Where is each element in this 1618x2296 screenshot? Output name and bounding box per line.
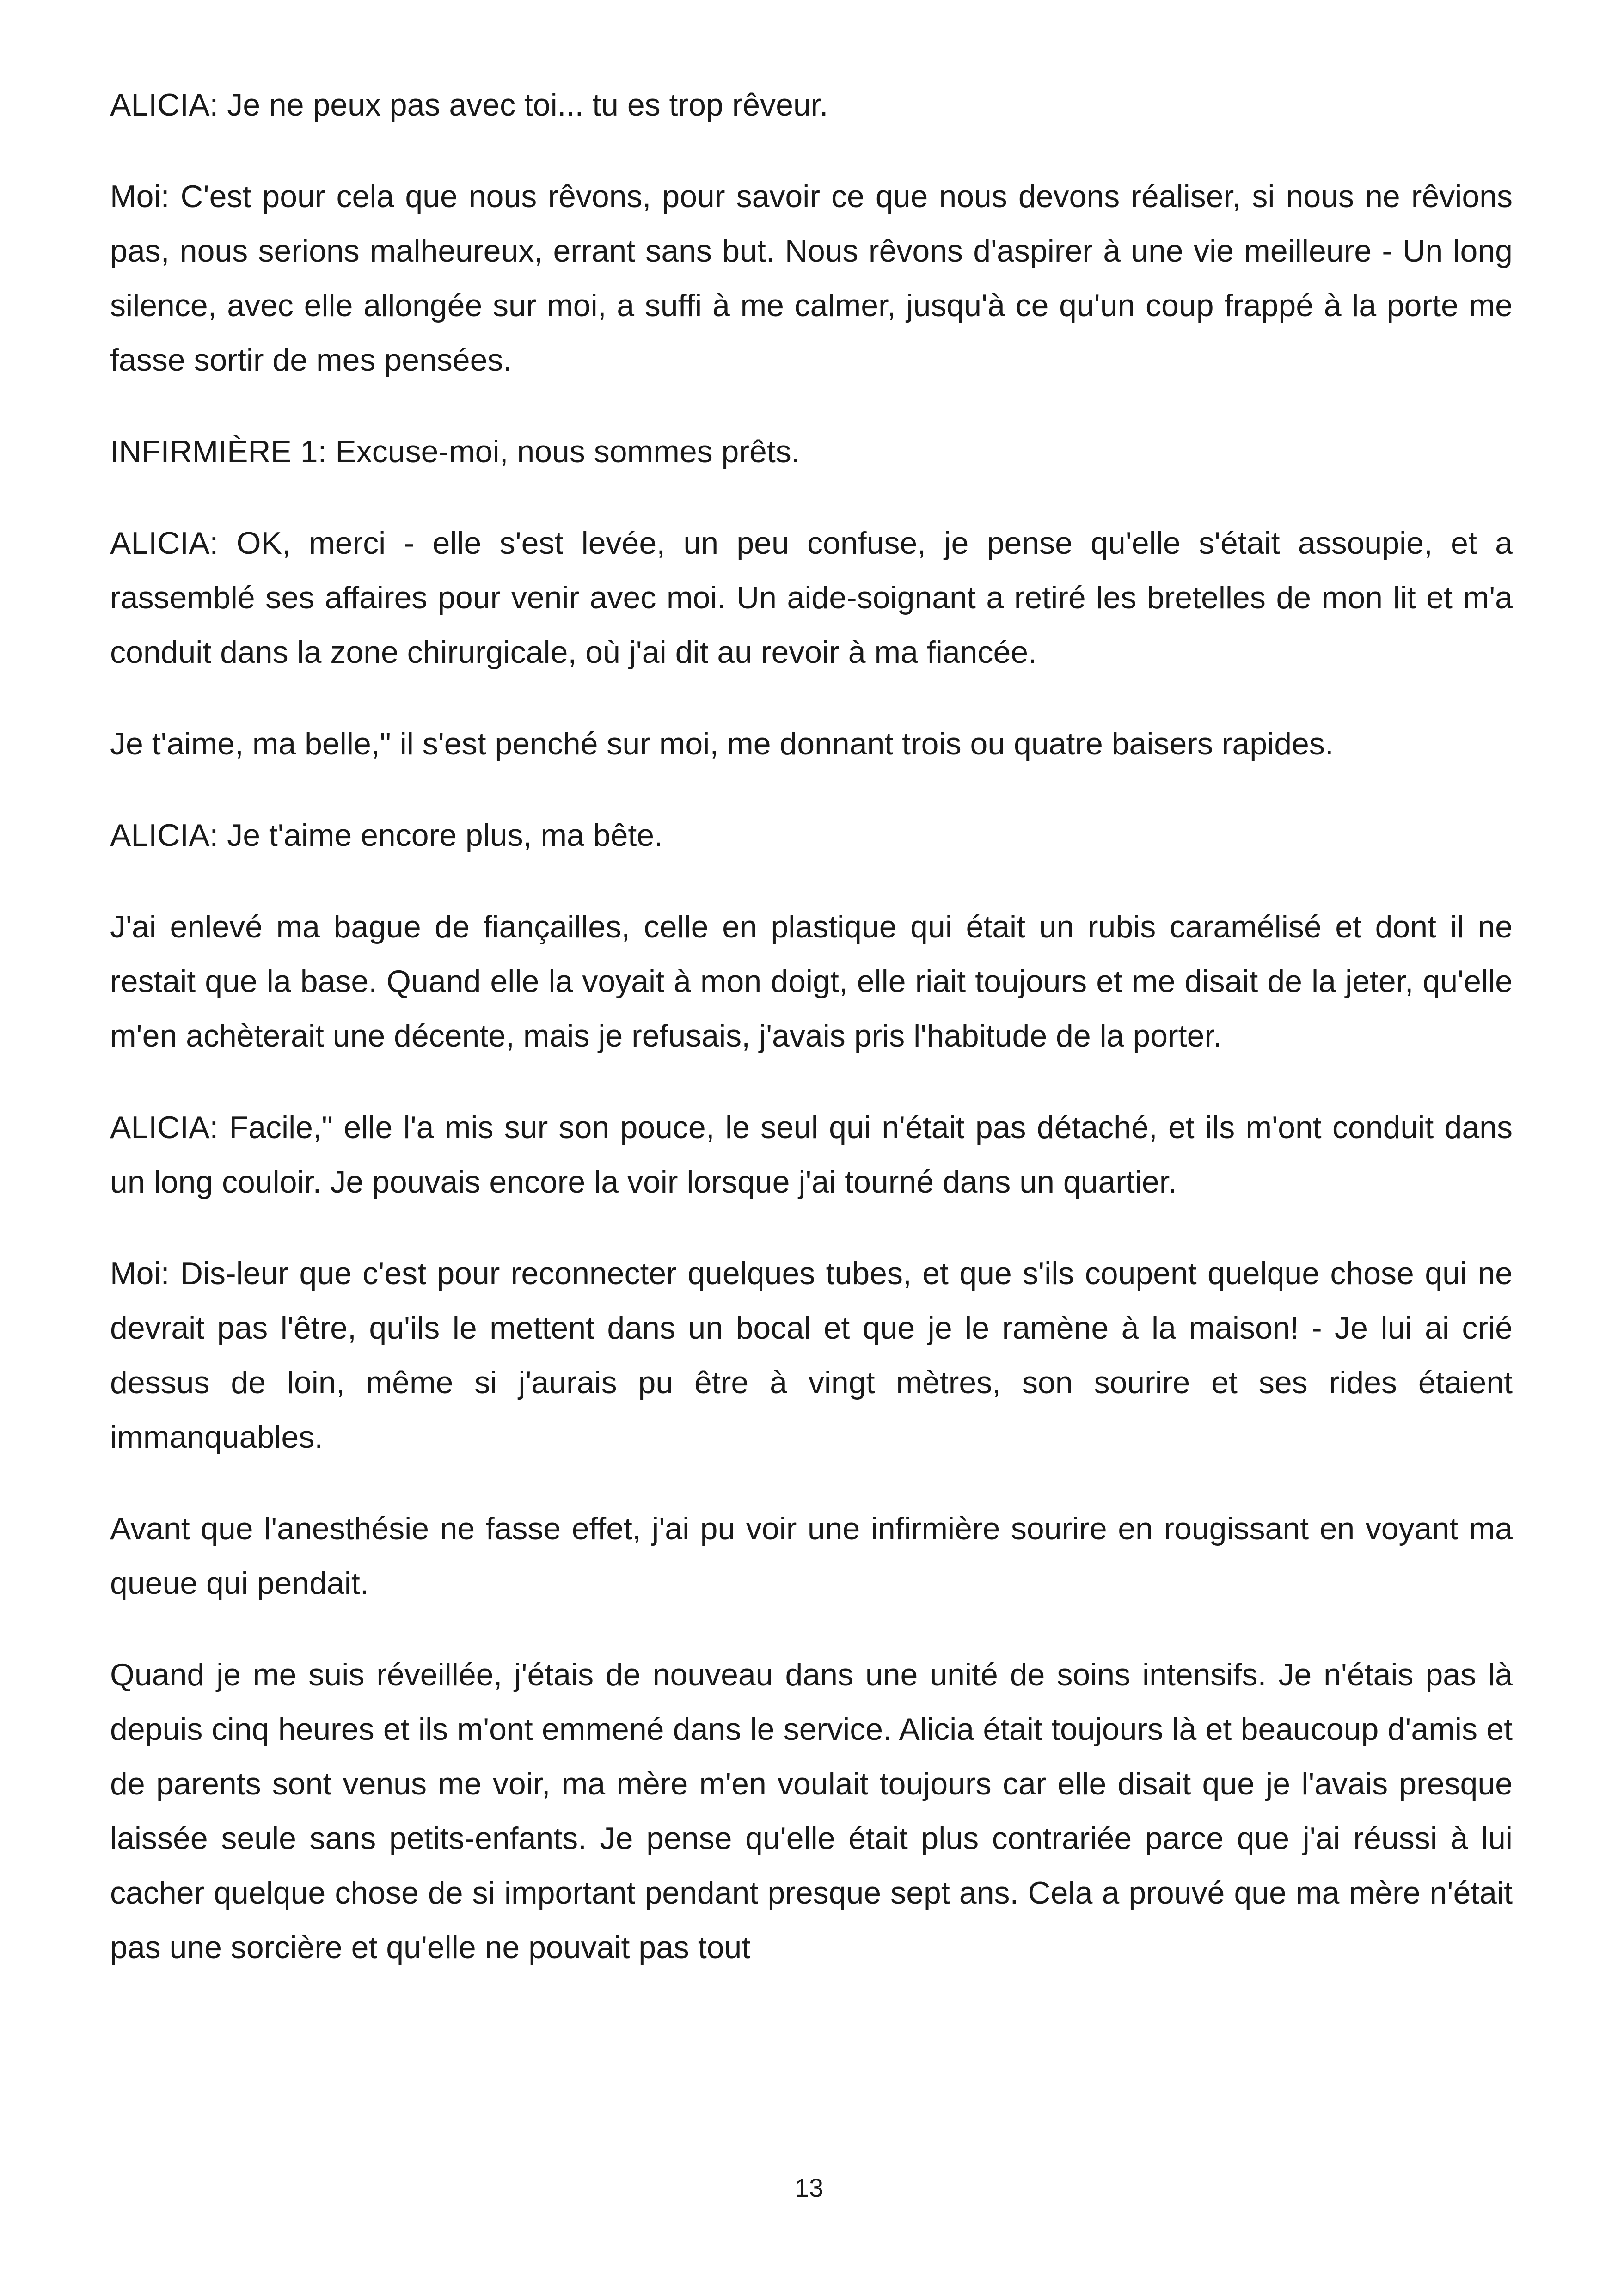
paragraph-2: Moi: C'est pour cela que nous rêvons, pour savoir ce que nous devons réaliser, si nous ne rêvions pas, nous serions malheureux, errant sans but. Nous rêvons d'aspirer à une vie meilleure - Un long silence, avec elle allongée sur moi, a suffi à me calmer, jusqu'à ce qu'un coup frappé à la porte me fasse sortir de mes pensées. — [110, 179, 1513, 378]
text-body — [110, 78, 1513, 2012]
paragraph-3: INFIRMIÈRE 1: Excuse-moi, nous sommes prêts. — [110, 434, 800, 469]
paragraph-6: ALICIA: Je t'aime encore plus, ma bête. — [110, 818, 663, 853]
paragraph-10: Avant que l'anesthésie ne fasse effet, j'ai pu voir une infirmière sourire en rougissant en voyant ma queue qui pendait. — [110, 1511, 1513, 1601]
paragraph-8: ALICIA: Facile," elle l'a mis sur son pouce, le seul qui n'était pas détaché, et ils m'ont conduit dans un long couloir. Je pouvais encore la voir lorsque j'ai tourné dans un quartier. — [110, 1110, 1513, 1200]
paragraph-7: J'ai enlevé ma bague de fiançailles, celle en plastique qui était un rubis caramélisé et dont il ne restait que la base. Quand elle la voyait à mon doigt, elle riait toujours et me disait de la jeter, qu'elle m'en achèterait une décente, mais je refusais, j'avais pris l'habitude de la porter. — [110, 909, 1513, 1053]
paragraph-11: Quand je me suis réveillée, j'étais de nouveau dans une unité de soins intensifs. Je n'étais pas là depuis cinq heures et ils m'ont emmené dans le service. Alicia était toujours là et beaucoup d'amis et de parents sont venus me voir, ma mère m'en voulait toujours car elle disait que je l'avais presque laissée seule sans petits-enfants. Je pense qu'elle était plus contrariée parce que j'ai réussi à lui cacher quelque chose de si important pendant presque sept ans. Cela a prouvé que ma mère n'était pas une sorcière et qu'elle ne pouvait pas tout — [110, 1657, 1513, 1965]
paragraph-5: Je t'aime, ma belle," il s'est penché sur moi, me donnant trois ou quatre baisers rapides. — [110, 726, 1334, 761]
page-number: 13 — [794, 2173, 824, 2202]
paragraph-4: ALICIA: OK, merci - elle s'est levée, un peu confuse, je pense qu'elle s'était assoupie, et a rassemblé ses affaires pour venir avec moi. Un aide-soignant a retiré les bretelles de mon lit et m'a conduit dans la zone chirurgicale, où j'ai dit au revoir à ma fiancée. — [110, 526, 1513, 670]
paragraph-9: Moi: Dis-leur que c'est pour reconnecter quelques tubes, et que s'ils coupent quelque chose qui ne devrait pas l'être, qu'ils le mettent dans un bocal et que je le ramène à la maison! - Je lui ai crié dessus de loin, même si j'aurais pu être à vingt mètres, son sourire et ses rides étaient immanquables. — [110, 1256, 1513, 1455]
paragraph-1: ALICIA: Je ne peux pas avec toi... tu es trop rêveur. — [110, 87, 828, 122]
